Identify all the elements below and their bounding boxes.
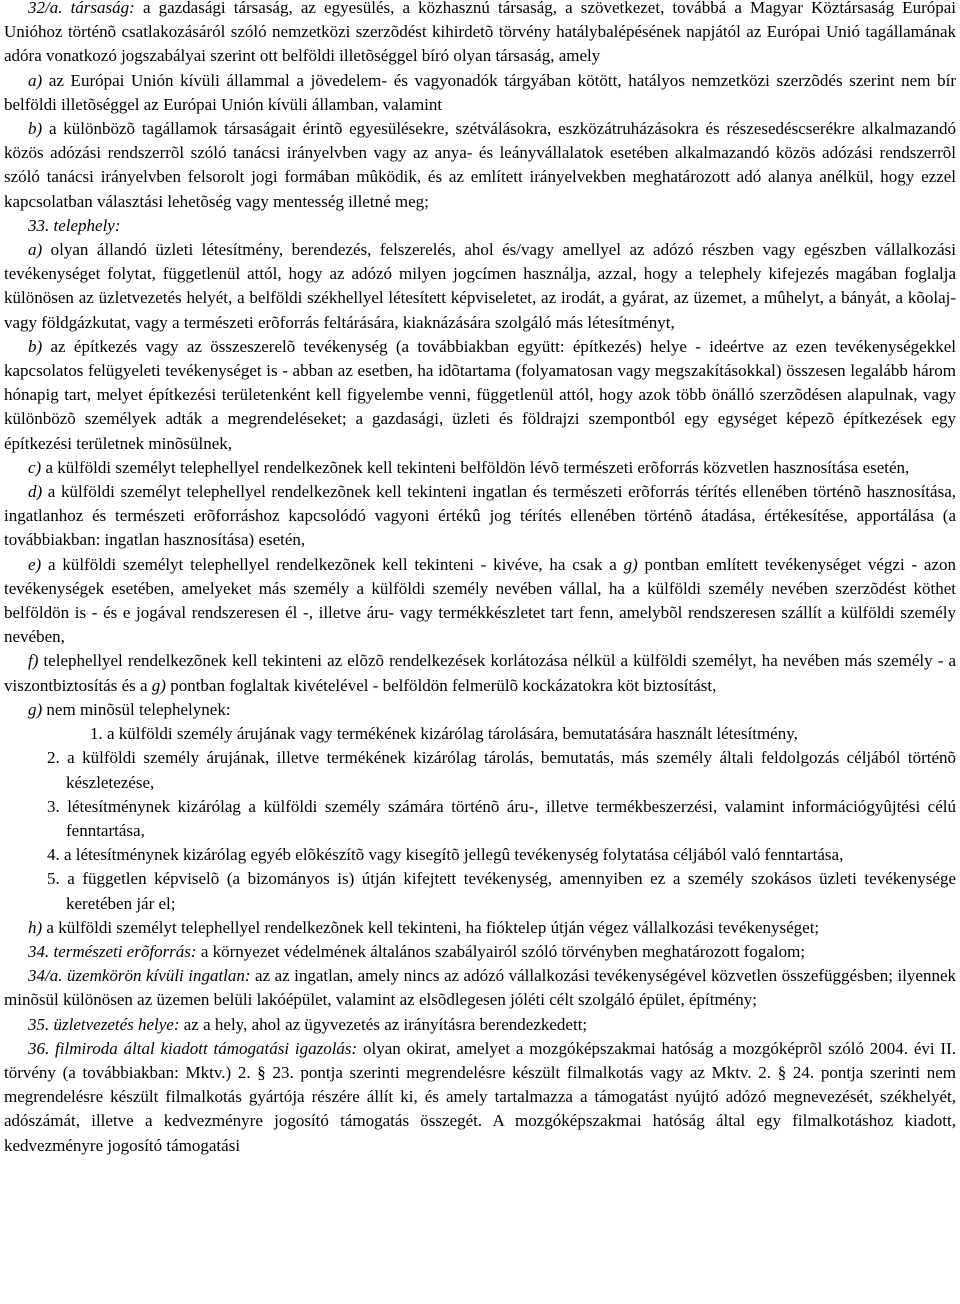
paragraph-33-a — [4, 238, 956, 335]
paragraph-text: az építkezés vagy az összeszerelõ tevékenység (a továbbiakban együtt: építkezés) helye - ideértve az ezen tevékenységekkel kapcsolatos felügyeleti tevékenységet is - abban az esetben, ha idõtartama (folyamatosan vagy megszakításokkal) összesen legalább három hónapig tart, melyet építkezési területenként kell figyelembe venni, függetlenül attól, hogy azok több önálló szerzõdésen alapulnak, vagy különbözõ személyek adták a megrendeléseket; a gazdasági, üzleti és földrajzi szempontból egy egységet képezõ építkezések egy építkezési területnek minõsülnek, — [4, 336, 956, 453]
document-page — [4, 0, 956, 1158]
list-item: 4. a létesítménynek kizárólag egyéb elõkészítõ vagy kisegítõ jellegû tevékenység folytatása céljából való fenntartása, — [47, 845, 844, 865]
point-label: d) — [28, 482, 43, 502]
paragraph-33-d — [4, 480, 956, 553]
paragraph-32a — [4, 0, 956, 69]
paragraph-33-e — [4, 553, 956, 650]
list-item: 2. a külföldi személy árujának, illetve termékének kizárólag tárolás, bemutatás, más személy általi feldolgozás céljából történõ készletezése, — [47, 748, 956, 792]
point-label: e) — [28, 554, 42, 574]
paragraph-33-h — [4, 916, 956, 940]
term-heading: 36. filmiroda által kiadott támogatási igazolás: — [28, 1038, 358, 1058]
point-label: g) — [28, 699, 43, 719]
list-item: 1. a külföldi személy árujának vagy termékének kizárólag tárolására, bemutatására használt létesítmény, — [90, 724, 798, 744]
paragraph-text: nem minõsül telephelynek: — [42, 699, 231, 719]
paragraph-35 — [4, 1013, 956, 1037]
list-item: 3. létesítménynek kizárólag a külföldi személy számára történõ áru-, illetve termékbeszerzési, valamint információgyûjtési célú fenntartása, — [47, 796, 956, 840]
paragraph-text: a külföldi személyt telephellyel rendelkezõnek kell tekinteni, ha fióktelep útján végez vállalkozási tevékenységet; — [42, 917, 820, 937]
paragraph-33-heading — [4, 214, 956, 238]
point-label: b) — [28, 119, 43, 139]
term-heading: 34/a. üzemkörön kívüli ingatlan: — [28, 966, 251, 986]
paragraph-34a — [4, 964, 956, 1012]
paragraph-text: telephellyel rendelkezõnek kell tekinteni az elõzõ rendelkezések korlátozása nélkül a külföldi személyt, ha nevében más személy - a viszontbiztosítás és a — [4, 651, 956, 695]
paragraph-text: olyan állandó üzleti létesítmény, berendezés, felszerelés, ahol és/vagy amellyel az adózó részben vagy egészben vállalkozási tevékenységet folytat, függetlenül attól, hogy az adózó milyen jogcímen használja, azzal, hogy a telephely kifejezés magában foglalja különösen az üzletvezetés helyét, a belföldi székhellyel létesített képviseletet, az irodát, a gyárat, az üzemet, a mûhelyt, a bányát, a kõolaj- vagy földgázkutat, vagy a természeti erõforrás feltárására, kiaknázására szolgáló más létesítményt, — [4, 240, 956, 332]
paragraph-text: az a hely, ahol az ügyvezetés az irányításra berendezkedett; — [179, 1014, 588, 1034]
paragraph-text: pontban foglaltak kivételével - belföldön felmerülõ kockázatokra köt biztosítást, — [165, 675, 717, 695]
cross-reference: g) — [151, 675, 166, 695]
paragraph-33-f — [4, 649, 956, 697]
point-label: b) — [28, 336, 43, 356]
paragraph-text: az az ingatlan, amely nincs az adózó vállalkozási tevékenységével közvetlen összefüggésben; ilyennek minõsül különösen az üzemen belüli lakóépület, valamint az elsõdlegesen jóléti célt szolgáló épület, építmény; — [4, 966, 956, 1010]
paragraph-text: a külföldi személyt telephellyel rendelkezõnek kell tekinteni - kivéve, ha csak a — [41, 554, 624, 574]
paragraph-33-c — [4, 456, 956, 480]
point-label: c) — [28, 457, 42, 477]
term-heading: 32/a. társaság: — [28, 0, 135, 17]
point-label: a) — [28, 240, 43, 260]
paragraph-32a-b — [4, 117, 956, 214]
cross-reference: g) — [623, 554, 638, 574]
paragraph-33-g — [4, 698, 956, 722]
point-label: a) — [28, 70, 43, 90]
term-heading: 34. természeti erõforrás: — [28, 941, 197, 961]
point-label: h) — [28, 917, 43, 937]
term-heading: 33. telephely: — [28, 215, 121, 235]
paragraph-33-b — [4, 335, 956, 456]
term-heading: 35. üzletvezetés helye: — [28, 1014, 180, 1034]
paragraph-34 — [4, 940, 956, 964]
paragraph-text: pontban említett tevékenységet végzi - azon tevékenységek esetében, amelyeket más személy a külföldi személy nevében vállal, ha a külföldi személy nevében szerzõdést köthet belföldön is - és e jogával rendszeresen él -, illetve áru- vagy termékkészletet tart fenn, amelybõl rendszeresen szállít a külföldi személy nevében, — [4, 554, 956, 647]
paragraph-36 — [4, 1037, 956, 1158]
paragraph-text: a külföldi személyt telephellyel rendelkezõnek kell tekinteni ingatlan és természeti erõforrás térítés ellenében történõ hasznosítása, ingatlanhoz és természeti erõforráshoz kapcsolódó vagyoni értékû jog térítés ellenében történõ átadása, értékesítése, apportálása (a továbbiakban: ingatlan hasznosítása) esetén, — [4, 482, 956, 550]
paragraph-text: az Európai Unión kívüli állammal a jövedelem- és vagyonadók tárgyában kötött, hatályos nemzetközi szerzõdés szerint nem bír belföldi illetõséggel az Európai Unión kívüli államban, valamint — [4, 70, 956, 114]
paragraph-32a-a — [4, 69, 956, 117]
paragraph-text: a környezet védelmének általános szabályairól szóló törvényben meghatározott fogalom; — [196, 941, 806, 961]
paragraph-text: a külföldi személyt telephellyel rendelkezõnek kell tekinteni belföldön lévõ természeti erõforrás közvetlen hasznosítása esetén, — [41, 457, 910, 477]
paragraph-text: a gazdasági társaság, az egyesülés, a közhasznú társaság, a szövetkezet, továbbá a Magyar Köztársaság Európai Unióhoz történõ csatlakozásáról szóló nemzetközi szerzõdést kihirdetõ törvény hatálybalépésének napjától az Európai Unió tagállamának adóra vonatkozó jogszabályai szerint ott belföldi illetõséggel bíró olyan társaság, amely — [4, 0, 956, 66]
paragraph-text: olyan okirat, amelyet a mozgóképszakmai hatóság a mozgóképrõl szóló 2004. évi II. törvény (a továbbiakban: Mktv.) 2. § 23. pontja szerinti megrendelésre készült filmalkotás vagy az Mktv. 2. § 24. pontja szerinti nem megrendelésre készült filmalkotás gyártója részére állít ki, és amely tartalmazza a támogatást nyújtó adózó megnevezését, székhelyét, adószámát, illetve a kedvezményre jogosító támogatás összegét. A mozgóképszakmai hatóság által egy filmalkotáshoz kiadott, kedvezményre jogosító támogatási — [4, 1038, 956, 1155]
list-item: 5. a független képviselõ (a bizományos is) útján kifejtett tevékenység, amennyiben ez a személy szokásos üzleti tevékenysége keretében jár el; — [47, 869, 956, 913]
paragraph-text: a különbözõ tagállamok társaságait érintõ egyesülésekre, szétválásokra, eszközátruházásokra és részesedéscserékre alkalmazandó közös adózási rendszerrõl szóló tanácsi irányelvben vagy az anya- és leányvállalatok esetében alkalmazandó közös adózási rendszerrõl szóló tanácsi irányelvben felsorolt jogi formában mûködik, és az említett irányelvekben meghatározott adó alanya anélkül, hogy ezzel kapcsolatban választási lehetõség vagy mentesség illetné meg; — [4, 119, 956, 211]
point-label: f) — [28, 651, 39, 671]
